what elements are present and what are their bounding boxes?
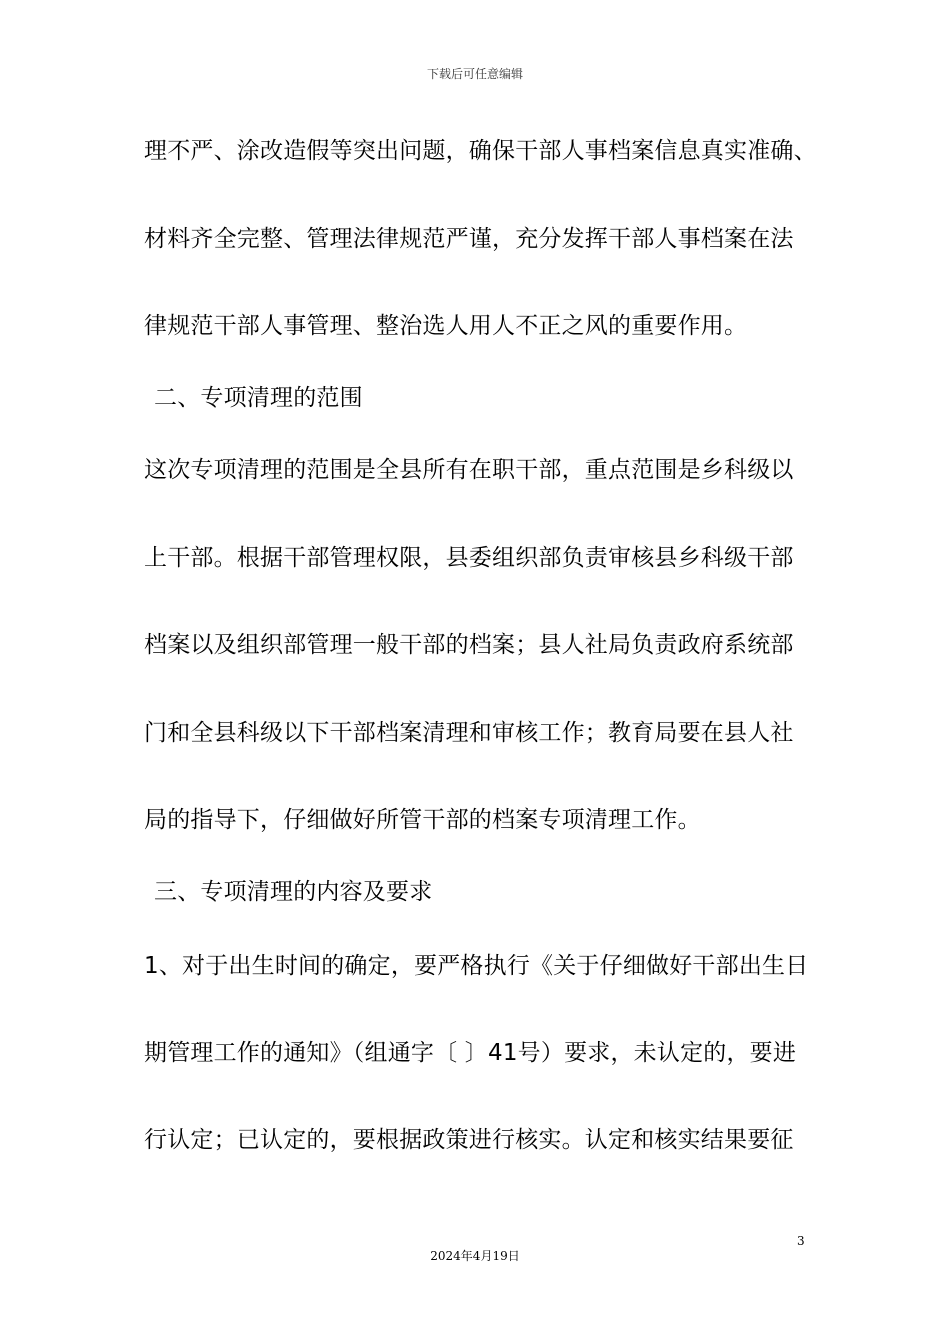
body-line: 局的指导下，仔细做好所管干部的档案专项清理工作。 xyxy=(144,807,701,833)
header-note: 下载后可任意编辑 xyxy=(426,67,523,81)
body-line: 档案以及组织部管理一般干部的档案；县人社局负责政府系统部 xyxy=(144,632,794,658)
body-line: 1、对于出生时间的确定，要严格执行《关于仔细做好干部出生日 xyxy=(144,953,809,979)
footer-date: 2024年4月19日 xyxy=(430,1249,520,1263)
body-line: 期管理工作的通知》（组通字〔 〕41号）要求，未认定的，要进 xyxy=(144,1040,797,1066)
body-line: 门和全县科级以下干部档案清理和审核工作；教育局要在县人社 xyxy=(144,720,794,746)
body-line: 律规范干部人事管理、整治选人用人不正之风的重要作用。 xyxy=(144,313,748,339)
body-line: 行认定；已认定的，要根据政策进行核实。认定和核实结果要征 xyxy=(144,1127,794,1153)
body-line: 材料齐全完整、管理法律规范严谨，充分发挥干部人事档案在法 xyxy=(144,226,794,252)
body-line: 这次专项清理的范围是全县所有在职干部，重点范围是乡科级以 xyxy=(144,457,794,483)
section-heading: 三、专项清理的内容及要求 xyxy=(154,879,433,905)
body-line: 理不严、涂改造假等突出问题，确保干部人事档案信息真实准确、 xyxy=(144,138,817,164)
section-heading: 二、专项清理的范围 xyxy=(154,385,363,411)
body-line: 上干部。根据干部管理权限，县委组织部负责审核县乡科级干部 xyxy=(144,545,794,571)
page-number: 3 xyxy=(797,1234,805,1248)
